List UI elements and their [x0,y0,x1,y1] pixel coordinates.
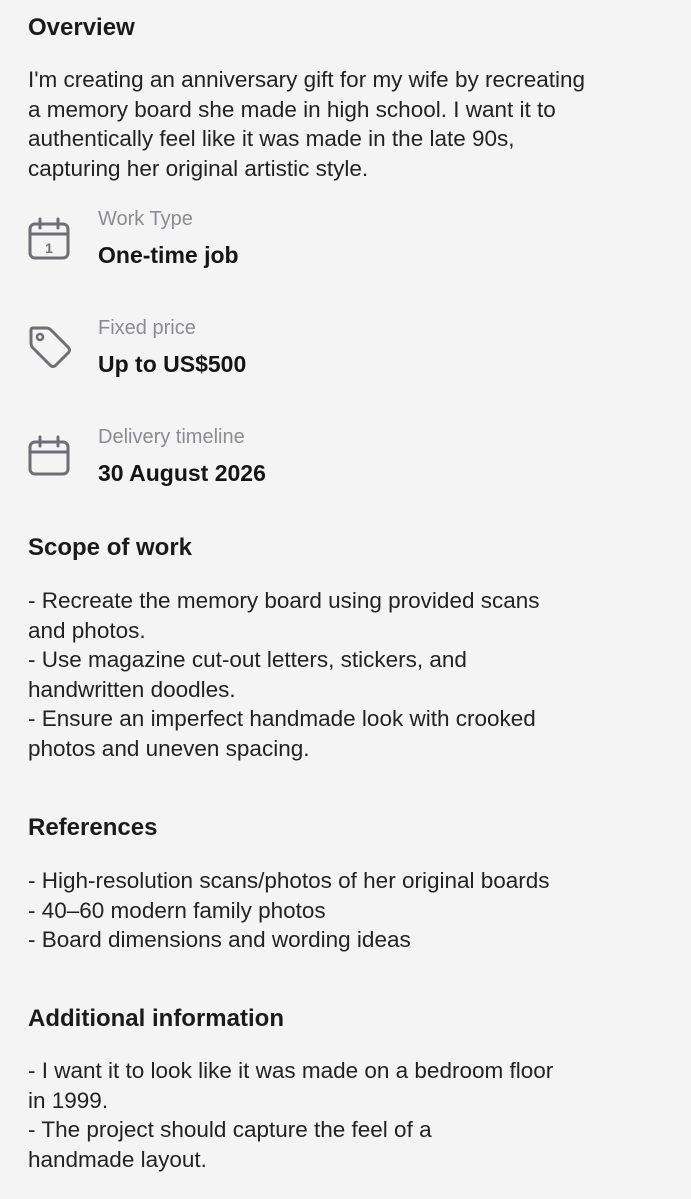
scope-line: handwritten doodles. [28,676,236,702]
additional-info-heading: Additional information [28,1005,284,1032]
additional-info-line: handmade layout. [28,1146,207,1172]
references-line: - High-resolution scans/photos of her original boards [28,868,550,893]
overview-text [28,65,668,183]
scope-line: photos and uneven spacing. [28,735,310,761]
scope-line: - Ensure an imperfect handmade look with crooked [28,706,536,731]
calendar-day-number: 1 [45,240,53,256]
additional-info-line: - I want it to look like it was made on a bedroom floor [28,1058,554,1083]
scope-line: - Use magazine cut-out letters, stickers, and [28,647,467,672]
delivery-timeline-row [26,424,666,504]
delivery-timeline-value: 30 August 2026 [98,460,266,486]
references-heading: References [28,814,158,841]
references-line: - Board dimensions and wording ideas [28,927,411,952]
scope-line: - Recreate the memory board using provided scans [28,588,540,613]
calendar-icon [26,434,72,480]
overview-line: I'm creating an anniversary gift for my wife by recreating [28,67,586,92]
scope-heading: Scope of work [28,534,193,561]
calendar-day-icon [26,216,72,262]
scope-line: and photos. [28,617,146,643]
overview-line: capturing her original artistic style. [28,155,369,181]
delivery-timeline-label: Delivery timeline [98,426,245,448]
overview-line: a memory board she made in high school. I want it to [28,96,556,122]
work-type-row [26,206,666,286]
overview-line: authentically feel like it was made in the late 90s, [28,126,515,151]
scope-text [28,586,668,763]
references-text [28,866,668,955]
references-line: - 40–60 modern family photos [28,897,326,923]
additional-info-line: - The project should capture the feel of a [28,1117,432,1142]
fixed-price-row [26,315,666,395]
additional-info-line: in 1999. [28,1087,109,1113]
price-tag-icon [26,323,72,369]
work-type-value: One-time job [98,242,239,268]
fixed-price-label: Fixed price [98,317,196,339]
overview-heading: Overview [28,14,135,41]
work-type-label: Work Type [98,208,193,230]
fixed-price-value: Up to US$500 [98,351,247,377]
additional-info-text [28,1056,668,1174]
